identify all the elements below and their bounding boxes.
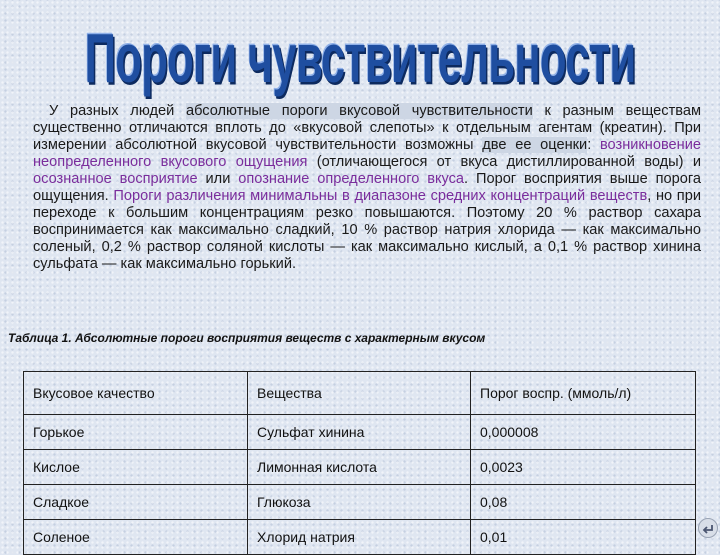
emphasis-vague-sensation: возникновение неопределенного вкусового ощущения <box>33 137 702 170</box>
text-segment: У разных людей <box>49 103 186 119</box>
table-cell: Хлорид натрия <box>248 520 471 555</box>
table-cell: Горькое <box>24 415 248 450</box>
page-title: Пороги чувствительности <box>84 18 636 97</box>
table-cell: 0,08 <box>471 485 696 520</box>
emphasis-taste-recognition: опознание определенного вкуса <box>238 171 465 187</box>
table-cell: Кислое <box>24 450 248 485</box>
highlight-two-estimates: две ее оценки <box>482 137 588 153</box>
text-segment: , но при переходе к большим концентрациям резко повышаются. Поэтому 20 % раствор сахара воспринимается как максимально сладкий, 10 % раствор натрия хлорида — как максимально соленый, 0,2 % раствор соляной кислоты — как максимально кислый, а 0,1 % раствор хинина сульфата — как максимально горький. <box>33 188 701 272</box>
table-row <box>24 520 696 555</box>
table-cell: 0,01 <box>471 520 696 555</box>
table-cell: Сульфат хинина <box>248 415 471 450</box>
table-cell: Лимонная кислота <box>248 450 471 485</box>
table-row <box>24 415 696 450</box>
header-cell: Вещества <box>248 372 471 415</box>
text-segment: или <box>197 171 239 187</box>
header-cell: Вкусовое качество <box>24 372 248 415</box>
header-cell: Порог воспр. (ммоль/л) <box>471 372 696 415</box>
text-segment: (отличающегося от вкуса дистиллированной воды) и <box>307 154 702 170</box>
table-cell: Соленое <box>24 520 248 555</box>
table-cell: 0,0023 <box>471 450 696 485</box>
thresholds-table <box>23 371 696 555</box>
emphasis-conscious-perception: осознанное восприятие <box>33 171 198 187</box>
table-cell: Глюкоза <box>248 485 471 520</box>
emphasis-discrimination-thresholds: Пороги различения минимальны в диапазоне средних концентраций веществ <box>113 188 648 204</box>
table-caption: Таблица 1. Абсолютные пороги восприятия веществ с характерным вкусом <box>8 331 486 345</box>
table-cell: 0,000008 <box>471 415 696 450</box>
return-nav-button[interactable] <box>698 518 718 538</box>
body-paragraph <box>33 103 701 273</box>
table-row <box>24 485 696 520</box>
table-header-row <box>24 372 696 415</box>
table-row <box>24 450 696 485</box>
table-cell: Сладкое <box>24 485 248 520</box>
text-segment: : <box>587 137 600 153</box>
text-segment: . Порог восприятия выше порога ощущения. <box>33 171 701 204</box>
return-arrow-icon <box>701 521 715 535</box>
text-segment: к разным веществам существенно отличаются вплоть до «вкусовой слепоты» к отдельным агентам (креатин). При измерении абсолютной вкусовой чувствительности возможны <box>33 103 701 153</box>
highlight-absolute-thresholds: абсолютные пороги вкусовой чувствительности <box>185 103 533 119</box>
